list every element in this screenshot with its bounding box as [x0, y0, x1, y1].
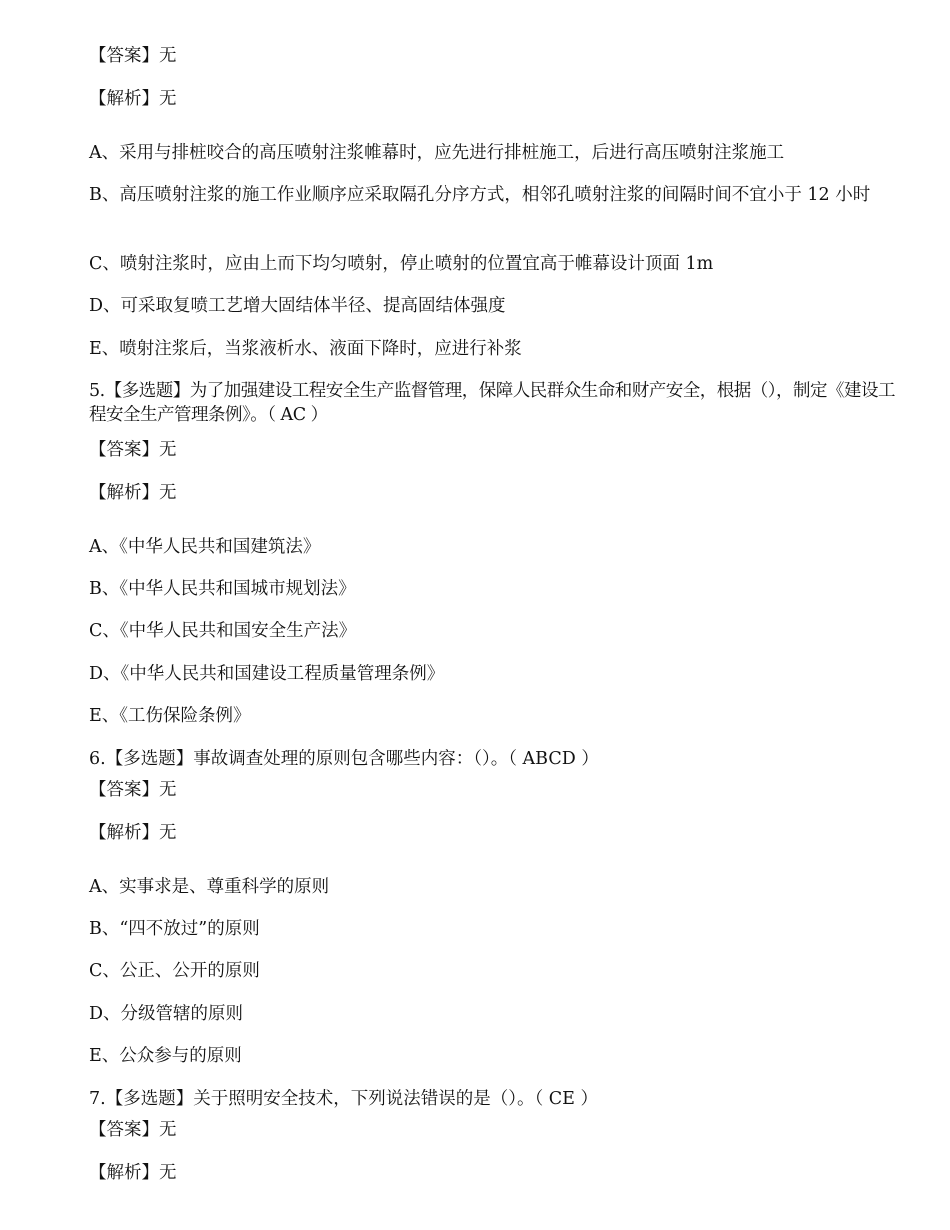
answer-line: 【答案】无: [89, 1120, 177, 1140]
question-6: 6.【多选题】事故调查处理的原则包含哪些内容：（）。（ ABCD ）: [89, 749, 599, 769]
option-a: A、实事求是、尊重科学的原则: [89, 877, 330, 897]
answer-line: 【答案】无: [89, 780, 177, 800]
option-c: C、公正、公开的原则: [89, 961, 260, 981]
analysis-line: 【解析】无: [89, 483, 177, 503]
option-d: D、可采取复喷工艺增大固结体半径、提高固结体强度: [89, 296, 506, 316]
option-d: D、《中华人民共和国建设工程质量管理条例》: [89, 664, 445, 684]
option-c: C、喷射注浆时，应由上而下均匀喷射，停止喷射的位置宜高于帷幕设计顶面 1m: [89, 254, 714, 274]
option-b: B、高压喷射注浆的施工作业顺序应采取隔孔分序方式，相邻孔喷射注浆的间隔时间不宜小于 12 小时: [89, 185, 871, 205]
option-a: A、采用与排桩咬合的高压喷射注浆帷幕时，应先进行排桩施工，后进行高压喷射注浆施工: [89, 143, 785, 163]
analysis-line: 【解析】无: [89, 823, 177, 843]
option-a: A、《中华人民共和国建筑法》: [89, 537, 321, 557]
answer-line: 【答案】无: [89, 440, 177, 460]
option-b: B、“四不放过”的原则: [89, 919, 260, 939]
option-c: C、《中华人民共和国安全生产法》: [89, 621, 357, 641]
option-e: E、《工伤保险条例》: [89, 706, 251, 726]
question-7: 7.【多选题】关于照明安全技术，下列说法错误的是（）。（ CE ）: [89, 1089, 598, 1109]
question-5: 5.【多选题】为了加强建设工程安全生产监督管理，保障人民群众生命和财产安全，根据（），制定《建设工程安全生产管理条例》。（ AC ）: [89, 381, 895, 425]
analysis-line: 【解析】无: [89, 1163, 177, 1183]
option-d: D、分级管辖的原则: [89, 1004, 244, 1024]
option-e: E、喷射注浆后，当浆液析水、液面下降时，应进行补浆: [89, 339, 522, 359]
option-b: B、《中华人民共和国城市规划法》: [89, 579, 356, 599]
analysis-line: 【解析】无: [89, 89, 177, 109]
answer-line: 【答案】无: [89, 46, 177, 66]
option-e: E、公众参与的原则: [89, 1046, 242, 1066]
